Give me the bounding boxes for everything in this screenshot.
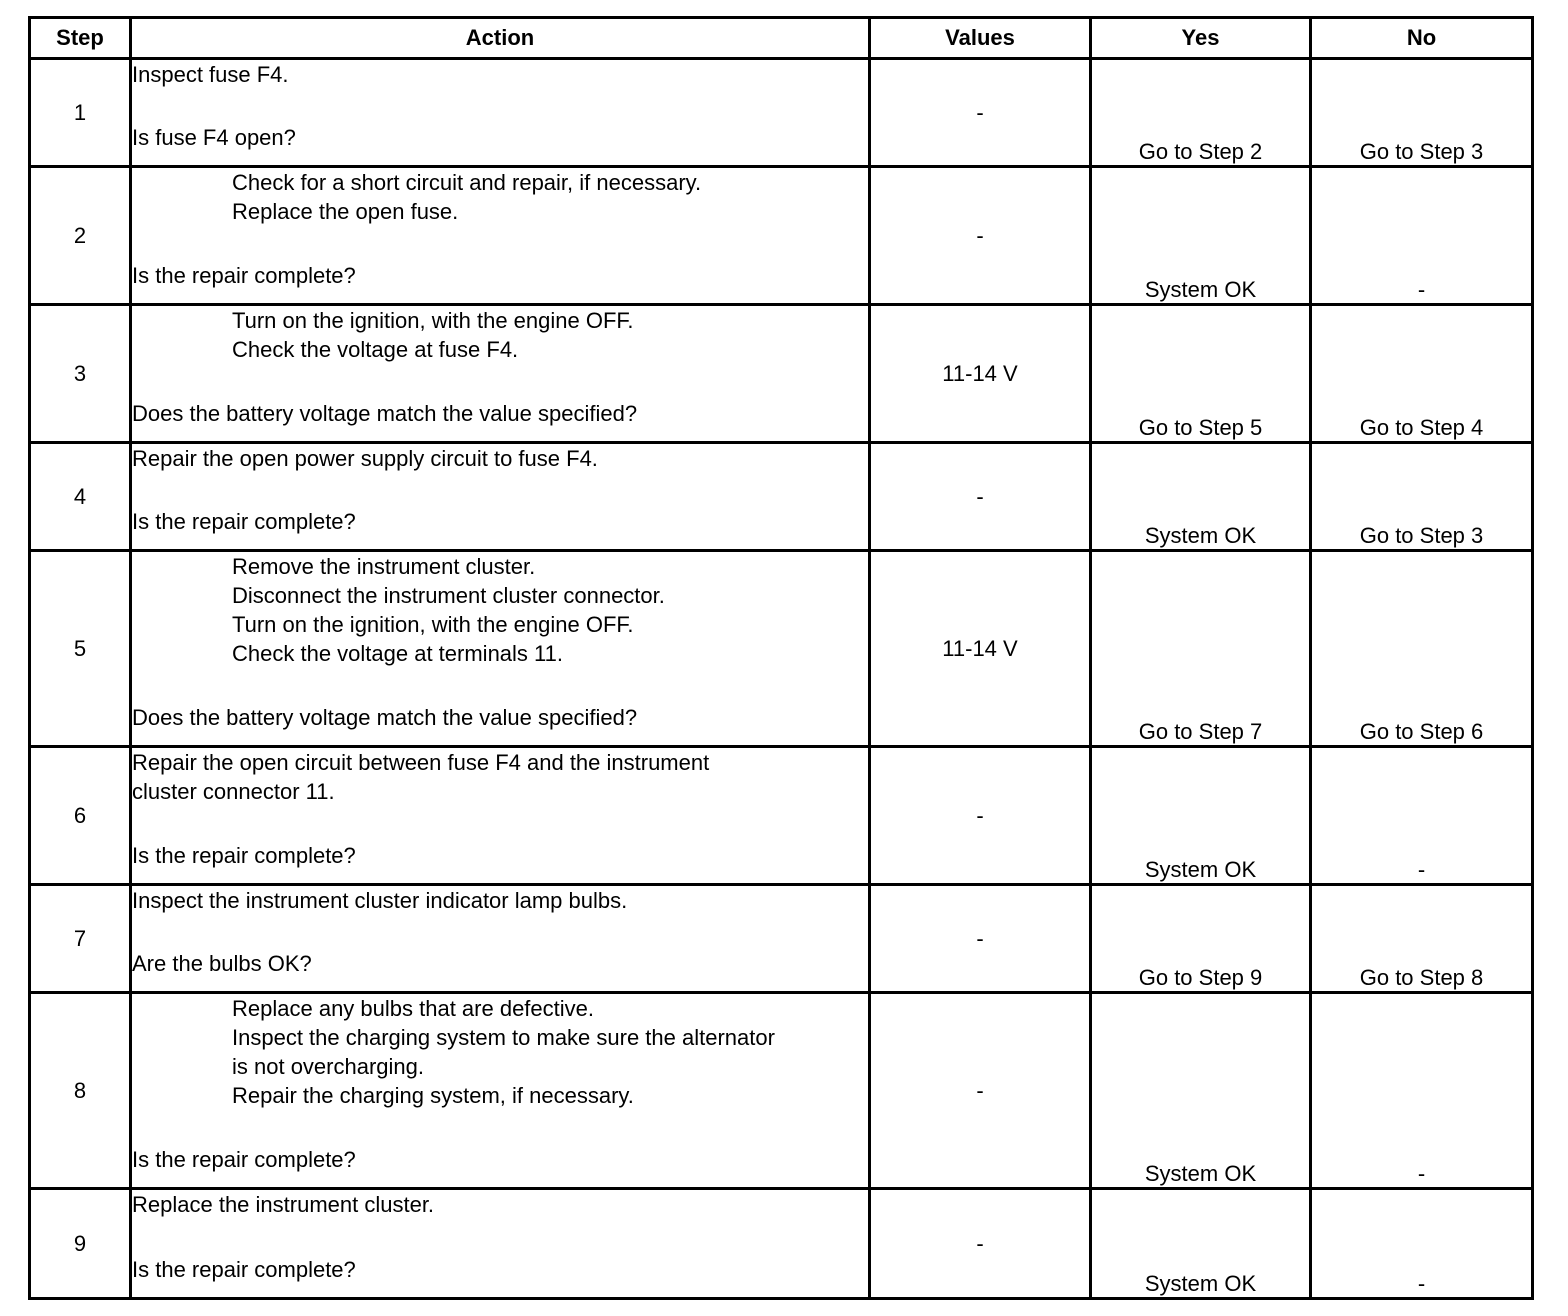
- no-cell: Go to Step 6: [1311, 551, 1533, 747]
- action-question: Does the battery voltage match the value specified?: [132, 705, 638, 730]
- no-cell: Go to Step 4: [1311, 305, 1533, 443]
- yes-cell: System OK: [1091, 1189, 1311, 1299]
- action-cell: [131, 1189, 870, 1299]
- action-instruction: Repair the open circuit between fuse F4 and the instrument: [132, 750, 710, 775]
- value-cell: -: [870, 167, 1091, 305]
- no-cell: -: [1311, 747, 1533, 885]
- action-instruction: Remove the instrument cluster.: [232, 554, 536, 579]
- header-values: Values: [870, 18, 1091, 59]
- action-question: Is the repair complete?: [132, 509, 356, 534]
- diagnostic-table: [28, 16, 1534, 1300]
- action-question: Is the repair complete?: [132, 1147, 356, 1172]
- action-cell: [131, 305, 870, 443]
- table-row: [30, 59, 1533, 167]
- no-cell: Go to Step 8: [1311, 885, 1533, 993]
- action-instruction: Turn on the ignition, with the engine OFF.: [232, 308, 634, 333]
- no-cell: -: [1311, 993, 1533, 1189]
- table-row: [30, 885, 1533, 993]
- table-row: [30, 747, 1533, 885]
- no-cell: -: [1311, 167, 1533, 305]
- action-question: Is the repair complete?: [132, 263, 356, 288]
- action-question: Is the repair complete?: [132, 843, 356, 868]
- action-instruction: Check the voltage at terminals 11.: [232, 641, 563, 666]
- action-instruction: is not overcharging.: [232, 1054, 424, 1079]
- action-cell: [131, 885, 870, 993]
- value-cell: -: [870, 59, 1091, 167]
- value-cell: -: [870, 747, 1091, 885]
- action-instruction: Repair the open power supply circuit to fuse F4.: [132, 446, 598, 471]
- header-yes: Yes: [1091, 18, 1311, 59]
- value-cell: 11-14 V: [870, 551, 1091, 747]
- action-instruction: Replace any bulbs that are defective.: [232, 996, 595, 1021]
- action-instruction: Inspect fuse F4.: [132, 62, 289, 87]
- action-instruction: cluster connector 11.: [132, 779, 335, 804]
- yes-cell: Go to Step 2: [1091, 59, 1311, 167]
- table-row: [30, 443, 1533, 551]
- table-row: [30, 167, 1533, 305]
- value-cell: -: [870, 993, 1091, 1189]
- action-instruction: Turn on the ignition, with the engine OFF.: [232, 612, 634, 637]
- action-instruction: Replace the open fuse.: [232, 199, 459, 224]
- header-row: [30, 18, 1533, 59]
- yes-cell: System OK: [1091, 443, 1311, 551]
- yes-cell: Go to Step 5: [1091, 305, 1311, 443]
- step-number: 8: [30, 993, 131, 1189]
- no-cell: -: [1311, 1189, 1533, 1299]
- step-number: 4: [30, 443, 131, 551]
- action-cell: [131, 59, 870, 167]
- step-number: 6: [30, 747, 131, 885]
- step-number: 5: [30, 551, 131, 747]
- header-step: Step: [30, 18, 131, 59]
- table-row: [30, 1189, 1533, 1299]
- step-number: 3: [30, 305, 131, 443]
- action-question: Are the bulbs OK?: [132, 951, 312, 976]
- action-instruction: Check the voltage at fuse F4.: [232, 337, 519, 362]
- table-row: [30, 993, 1533, 1189]
- action-cell: [131, 167, 870, 305]
- value-cell: -: [870, 885, 1091, 993]
- yes-cell: System OK: [1091, 993, 1311, 1189]
- action-cell: [131, 747, 870, 885]
- table-row: [30, 305, 1533, 443]
- action-cell: [131, 443, 870, 551]
- action-question: Does the battery voltage match the value specified?: [132, 401, 638, 426]
- no-cell: Go to Step 3: [1311, 59, 1533, 167]
- step-number: 1: [30, 59, 131, 167]
- table-row: [30, 551, 1533, 747]
- value-cell: -: [870, 1189, 1091, 1299]
- action-cell: [131, 993, 870, 1189]
- value-cell: -: [870, 443, 1091, 551]
- action-question: Is the repair complete?: [132, 1257, 356, 1282]
- action-instruction: Inspect the charging system to make sure the alternator: [232, 1025, 775, 1050]
- action-cell: [131, 551, 870, 747]
- yes-cell: Go to Step 7: [1091, 551, 1311, 747]
- yes-cell: System OK: [1091, 747, 1311, 885]
- header-no: No: [1311, 18, 1533, 59]
- no-cell: Go to Step 3: [1311, 443, 1533, 551]
- action-question: Is fuse F4 open?: [132, 125, 296, 150]
- step-number: 9: [30, 1189, 131, 1299]
- action-instruction: Replace the instrument cluster.: [132, 1192, 435, 1217]
- action-instruction: Disconnect the instrument cluster connector.: [232, 583, 665, 608]
- action-instruction: Inspect the instrument cluster indicator lamp bulbs.: [132, 888, 628, 913]
- header-action: Action: [131, 18, 870, 59]
- action-instruction: Check for a short circuit and repair, if necessary.: [232, 170, 702, 195]
- step-number: 2: [30, 167, 131, 305]
- action-instruction: Repair the charging system, if necessary.: [232, 1083, 634, 1108]
- step-number: 7: [30, 885, 131, 993]
- value-cell: 11-14 V: [870, 305, 1091, 443]
- yes-cell: Go to Step 9: [1091, 885, 1311, 993]
- yes-cell: System OK: [1091, 167, 1311, 305]
